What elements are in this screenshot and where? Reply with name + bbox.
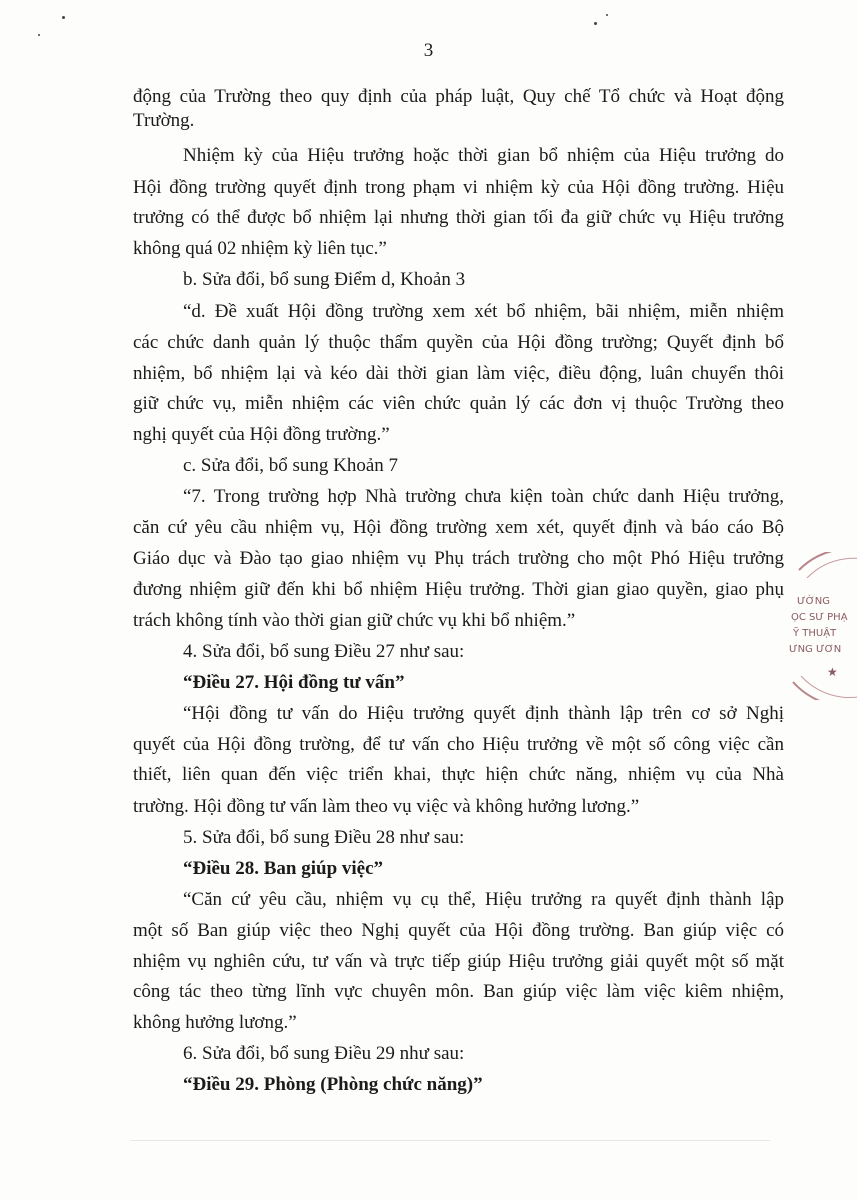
text-line: đương nhiệm giữ đến khi bổ nhiệm Hiệu trưởng. Thời gian giao quyền, giao phụ (133, 579, 784, 600)
text-line: các chức danh quản lý thuộc thẩm quyền của Hội đồng trường; Quyết định bổ (133, 332, 784, 353)
seal-text: ƯNG ƯƠN (789, 644, 842, 655)
text-line: b. Sửa đổi, bổ sung Điểm d, Khoản 3 (183, 269, 466, 290)
seal-text: ƯỜNG (797, 596, 830, 607)
divider (130, 1140, 770, 1141)
section-heading: “Điều 29. Phòng (Phòng chức năng)” (183, 1074, 483, 1095)
section-heading: “Điều 27. Hội đồng tư vấn” (183, 672, 405, 693)
text-line: công tác theo từng lĩnh vực chuyên môn. Ban giúp việc làm việc kiêm nhiệm, (133, 981, 784, 1002)
text-line: 5. Sửa đổi, bổ sung Điều 28 như sau: (183, 827, 465, 848)
text-line: “Hội đồng tư vấn do Hiệu trưởng quyết định thành lập trên cơ sở Nghị (183, 703, 784, 724)
text-line: 4. Sửa đổi, bổ sung Điều 27 như sau: (183, 641, 465, 662)
text-line: trường. Hội đồng tư vấn làm theo vụ việc và không hưởng lương.” (133, 796, 640, 817)
seal-text: Ỹ THUẬT (793, 628, 837, 639)
text-line: nghị quyết của Hội đồng trường.” (133, 424, 390, 445)
text-line: không quá 02 nhiệm kỳ liên tục.” (133, 238, 387, 259)
text-line: “Căn cứ yêu cầu, nhiệm vụ cụ thể, Hiệu trưởng ra quyết định thành lập (183, 889, 784, 910)
text-line: quyết của Hội đồng trường, để tư vấn cho Hiệu trưởng về một số công việc cần (133, 734, 784, 755)
scan-speck (594, 22, 597, 25)
text-line: 6. Sửa đổi, bổ sung Điều 29 như sau: (183, 1043, 465, 1064)
text-line: thiết, liên quan đến việc triển khai, thực hiện chức năng, nhiệm vụ của Nhà (133, 764, 784, 785)
text-line: một số Ban giúp việc theo Nghị quyết của Hội đồng trường. Ban giúp việc có (133, 920, 784, 941)
scan-speck (38, 34, 40, 36)
scan-speck (606, 14, 608, 16)
scan-speck (62, 16, 65, 19)
text-line: giữ chức vụ, miễn nhiệm các viên chức quản lý các đơn vị thuộc Trường theo (133, 393, 784, 414)
text-line: c. Sửa đổi, bổ sung Khoản 7 (183, 455, 399, 476)
section-heading: “Điều 28. Ban giúp việc” (183, 858, 384, 879)
text-line: Giáo dục và Đào tạo giao nhiệm vụ Phụ trách trường cho một Phó Hiệu trưởng (133, 548, 784, 569)
text-line: “7. Trong trường hợp Nhà trường chưa kiện toàn chức danh Hiệu trưởng, (183, 486, 784, 507)
text-line: động của Trường theo quy định của pháp luật, Quy chế Tổ chức và Hoạt động (133, 86, 784, 107)
official-seal-fragment (769, 552, 857, 700)
text-line: Hội đồng trường quyết định trong phạm vi nhiệm kỳ của Hội đồng trường. Hiệu (133, 177, 784, 198)
text-line: Nhiệm kỳ của Hiệu trưởng hoặc thời gian bổ nhiệm của Hiệu trưởng do (183, 145, 784, 166)
seal-star-icon: ★ (827, 665, 838, 679)
text-line: nhiệm vụ nghiên cứu, tư vấn và trực tiếp giúp Hiệu trưởng giải quyết một số mặt (133, 951, 784, 972)
text-line: “d. Đề xuất Hội đồng trường xem xét bổ nhiệm, bãi nhiệm, miễn nhiệm (183, 301, 784, 322)
seal-text: ỌC SƯ PHẠ (791, 612, 848, 623)
text-line: căn cứ yêu cầu nhiệm vụ, Hội đồng trường xem xét, quyết định và báo cáo Bộ (133, 517, 784, 538)
text-line: Trường. (133, 110, 195, 131)
text-line: trách không tính vào thời gian giữ chức vụ khi bổ nhiệm.” (133, 610, 576, 631)
page-number: 3 (423, 40, 434, 61)
text-line: không hưởng lương.” (133, 1012, 297, 1033)
text-line: nhiệm, bổ nhiệm lại và kéo dài thời gian làm việc, điều động, luân chuyển thôi (133, 363, 784, 384)
text-line: trưởng có thể được bổ nhiệm lại nhưng thời gian tối đa giữ chức vụ Hiệu trưởng (133, 207, 784, 228)
